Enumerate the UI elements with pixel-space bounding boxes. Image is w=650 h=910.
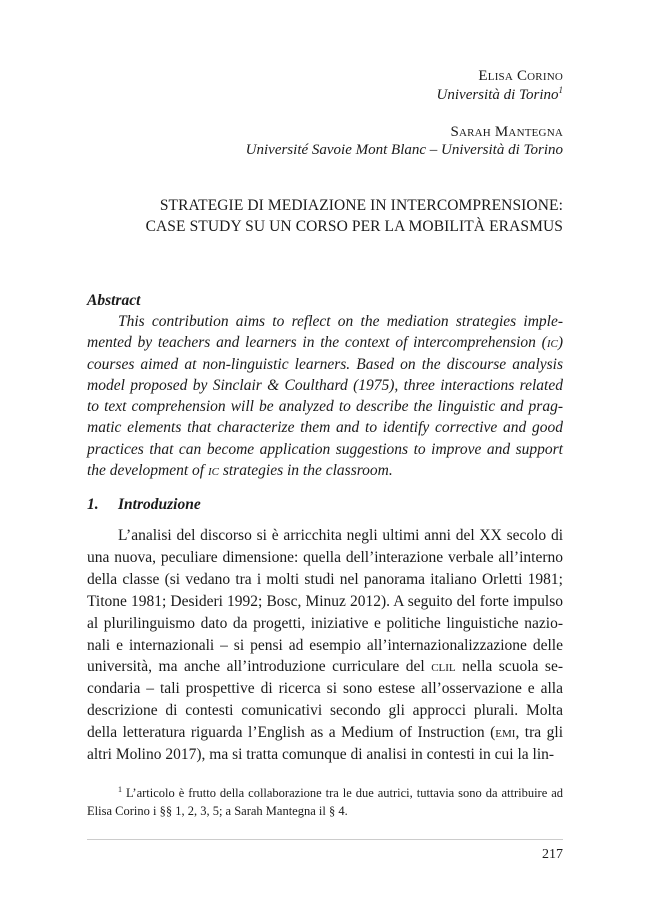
title-line-2: CASE STUDY SU UN CORSO PER LA MOBILITÀ ERASMUS (145, 218, 563, 235)
paper-title (146, 195, 563, 237)
page-number: 217 (542, 847, 563, 862)
section-number: 1. (87, 496, 99, 513)
footer-divider (87, 839, 563, 840)
author-affiliation-1: Università di Torino$^1$ (436, 85, 563, 103)
body-paragraph: L’analisi del discorso si è arricchita negli ultimi anni del XX secolo di una nuova, peculiare dimensione: quella dell’interazione verbale all’interno della classe (si vedano tra i molti studi nel panorama italiano Orletti 1981; Titone 1981; Desideri 1992; Bosc, Minuz 2012). A seguito del forte impulso al plurilinguismo dato da progetti, iniziative e politiche linguistiche nazio- nali e internazionali – si pensi ad esempio all’internazionalizzazione delle università, ma anche all’introduzione curriculare del clil nella scuola se- condaria – tali prospettive di ricerca si sono estese all’osservazione e alla descrizione di contesti comunicativi secondo gli approcci plurali. Molta della letteratura riguarda l’English as a Medium of Instruction (emi, tra gli altri Molino 2017), ma si tratta comunque di analisi in contesti in cui la lin- (87, 527, 563, 764)
section-heading (87, 496, 201, 514)
abstract-heading: Abstract (87, 292, 141, 309)
abstract-text: This contribution aims to reflect on the mediation strategies imple- mented by teachers and learners in the context of intercomprehension (ic) courses aimed at non-linguistic learners. Based on the discourse analysis model proposed by Sinclair & Coulthard (1975), three interactions related to text comprehension will be analyzed to describe the linguistic and prag- matic elements that characterize them and to identify corrective and good practices that can become application suggestions to improve and support the development of ic strategies in the classroom. (87, 313, 563, 480)
author-name-2: Sarah Mantegna (450, 124, 563, 140)
section-title: Introduzione (118, 496, 201, 513)
author-affiliation-2: Université Savoie Mont Blanc – Università di Torino (245, 142, 563, 158)
footnote: $^1$ L’articolo è frutto della collaborazione tra le due autrici, tuttavia sono da attribuire ad Elisa Corino i §§ 1, 2, 3, 5; a Sarah Mantegna il § 4. (87, 785, 563, 818)
footnote-number: 1 (118, 785, 122, 794)
title-line-1: STRATEGIE DI MEDIAZIONE IN INTERCOMPRENSIONE: (159, 197, 563, 214)
footnote-marker[interactable]: 1 (558, 85, 563, 95)
author-name-1: Elisa Corino (478, 68, 563, 84)
